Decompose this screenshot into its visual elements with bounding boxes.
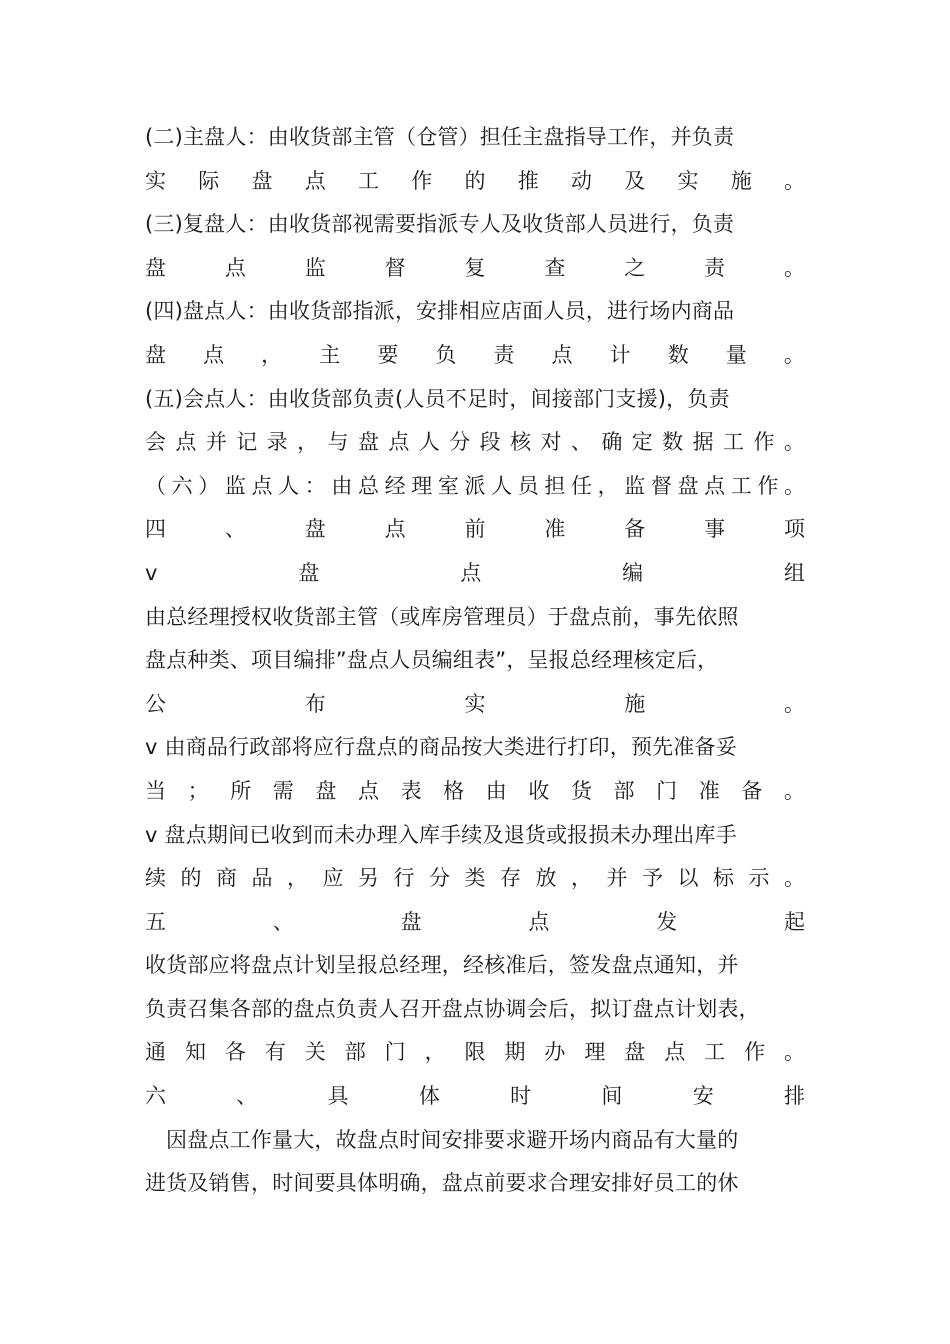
- text-char: 货: [570, 778, 592, 803]
- text-char: 安: [692, 1084, 714, 1109]
- text-line: 收货部应将盘点计划呈报总经理，经核准后，签发盘点通知，并: [145, 953, 739, 978]
- text-char: 录: [266, 430, 288, 455]
- text-char: 、: [224, 517, 246, 542]
- text-char: 作: [753, 430, 775, 455]
- text-char: 准: [544, 517, 566, 542]
- text-char: 盘: [304, 517, 326, 542]
- text-char: 人: [491, 473, 513, 498]
- text-char: 品: [251, 866, 273, 891]
- text-char: 具: [327, 1084, 349, 1109]
- text-char: 事: [704, 517, 726, 542]
- text-char: 盘: [145, 255, 166, 280]
- text-char: 责: [493, 342, 515, 367]
- text-char: ，: [261, 342, 283, 367]
- text-char: 应: [322, 866, 344, 891]
- text-char: 盘: [251, 168, 273, 193]
- text-char: 门: [384, 1040, 406, 1065]
- text-char: 点: [203, 342, 225, 367]
- text-char: 实: [145, 168, 166, 193]
- text-char: 工: [704, 1040, 726, 1065]
- text-char: 关: [304, 1040, 326, 1065]
- text-char: 际: [198, 168, 220, 193]
- text-char: 点: [528, 909, 550, 934]
- text-char: 点: [388, 430, 410, 455]
- text-char: 。: [783, 342, 805, 367]
- text-char: 项: [784, 517, 805, 542]
- text-char: 各: [224, 1040, 246, 1065]
- text-line: [145, 901, 805, 945]
- text-char: v: [145, 560, 158, 585]
- text-line: [145, 334, 805, 378]
- text-char: ，: [597, 473, 619, 498]
- text-char: 作: [411, 168, 433, 193]
- text-char: ：: [304, 473, 326, 498]
- text-line: [145, 1075, 805, 1119]
- text-char: 会: [145, 430, 166, 455]
- text-char: 所: [230, 778, 252, 803]
- text-char: 经: [384, 473, 406, 498]
- text-char: 组: [784, 560, 805, 585]
- text-char: 限: [464, 1040, 486, 1065]
- text-char: 实: [464, 691, 486, 716]
- text-char: 并: [606, 866, 628, 891]
- text-char: 室: [437, 473, 459, 498]
- text-char: 查: [544, 255, 566, 280]
- text-char: 点: [251, 473, 273, 498]
- text-char: 盘: [624, 1040, 646, 1065]
- text-char: 复: [464, 255, 486, 280]
- text-char: 。: [784, 255, 805, 280]
- text-char: 布: [304, 691, 326, 716]
- text-char: 作: [757, 473, 779, 498]
- text-char: 四: [145, 517, 166, 542]
- text-char: 六: [171, 473, 193, 498]
- text-char: 需: [272, 778, 294, 803]
- text-line: 负责召集各部的盘点负责人召开盘点协调会后，拟订盘点计划表，: [145, 996, 760, 1021]
- text-char: 员: [517, 473, 539, 498]
- text-line: [145, 683, 805, 727]
- text-char: 施: [730, 168, 752, 193]
- text-char: 派: [464, 473, 486, 498]
- text-char: 理: [411, 473, 433, 498]
- text-line: 进货及销售，时间要具体明确，盘点前要求合理安排好员工的休: [145, 1171, 739, 1196]
- text-char: 发: [656, 909, 678, 934]
- text-line: (二)主盘人：由收货部主管（仓管）担任主盘指导工作，并负责: [145, 125, 735, 149]
- text-char: 量: [725, 342, 747, 367]
- text-char: 由: [485, 778, 507, 803]
- text-char: 记: [236, 430, 258, 455]
- text-char: 点: [551, 342, 573, 367]
- text-char: 及: [624, 168, 646, 193]
- document-body: [145, 116, 805, 1206]
- text-char: 担: [544, 473, 566, 498]
- text-char: 点: [664, 1040, 686, 1065]
- text-char: 负: [435, 342, 457, 367]
- text-char: 点: [175, 430, 197, 455]
- text-char: 起: [783, 909, 805, 934]
- text-char: 监: [304, 255, 326, 280]
- text-line: [145, 421, 805, 465]
- text-char: 时: [510, 1084, 532, 1109]
- text-char: 理: [584, 1040, 606, 1065]
- text-char: 盘: [145, 342, 166, 367]
- text-char: 收: [528, 778, 550, 803]
- text-char: 盘: [315, 778, 337, 803]
- text-char: 。: [783, 430, 805, 455]
- text-char: 通: [145, 1040, 166, 1065]
- text-char: 督: [384, 255, 406, 280]
- text-char: 办: [544, 1040, 566, 1065]
- text-char: 的: [464, 168, 486, 193]
- text-char: 续: [145, 866, 166, 891]
- text-char: 门: [656, 778, 678, 803]
- text-char: 当: [145, 778, 166, 803]
- text-char: 、: [570, 430, 592, 455]
- text-char: 、: [272, 909, 294, 934]
- text-char: 人: [418, 430, 440, 455]
- text-char: 总: [358, 473, 379, 498]
- text-char: 。: [784, 691, 805, 716]
- text-line: [145, 247, 805, 291]
- text-char: 由: [331, 473, 353, 498]
- text-line: (四)盘点人：由收货部指派，安排相应店面人员，进行场内商品: [145, 299, 735, 324]
- text-char: 推: [517, 168, 539, 193]
- text-char: ；: [187, 778, 209, 803]
- text-char: 作: [744, 1040, 766, 1065]
- text-char: 对: [540, 430, 562, 455]
- text-char: 点: [357, 778, 379, 803]
- text-char: 段: [479, 430, 501, 455]
- text-char: 数: [662, 430, 684, 455]
- text-char: 标: [713, 866, 734, 891]
- text-line: [145, 508, 805, 552]
- text-line: [145, 1031, 805, 1075]
- text-char: 盘: [357, 430, 379, 455]
- text-char: 。: [783, 778, 805, 803]
- text-char: 存: [500, 866, 521, 891]
- text-char: 点: [460, 560, 482, 585]
- text-char: 间: [601, 1084, 623, 1109]
- text-char: 实: [677, 168, 699, 193]
- text-line: [145, 552, 805, 596]
- text-char: ）: [198, 473, 220, 498]
- text-char: 另: [358, 866, 379, 891]
- text-char: 工: [723, 430, 745, 455]
- text-char: 备: [741, 778, 763, 803]
- text-char: 备: [624, 517, 646, 542]
- text-char: 准: [698, 778, 720, 803]
- text-line: (五)会点人：由收货部负责(人员不足时，间接部门支援)，负责: [145, 386, 730, 411]
- text-char: 格: [443, 778, 465, 803]
- text-char: 部: [344, 1040, 366, 1065]
- text-line: [145, 160, 805, 204]
- text-char: 。: [784, 866, 805, 891]
- text-char: 予: [642, 866, 663, 891]
- text-char: 据: [692, 430, 714, 455]
- text-char: 类: [464, 866, 486, 891]
- text-char: 点: [304, 168, 326, 193]
- text-char: 盘: [677, 473, 699, 498]
- text-char: ，: [287, 866, 308, 891]
- text-char: 责: [704, 255, 726, 280]
- text-char: 、: [236, 1084, 258, 1109]
- text-char: 期: [504, 1040, 526, 1065]
- text-char: 行: [393, 866, 415, 891]
- text-char: 施: [624, 691, 646, 716]
- text-char: （: [145, 473, 166, 498]
- text-char: 知: [184, 1040, 206, 1065]
- text-char: 监: [224, 473, 246, 498]
- text-char: 监: [624, 473, 646, 498]
- text-char: 点: [384, 517, 406, 542]
- text-line: [145, 857, 805, 901]
- text-char: 督: [650, 473, 672, 498]
- text-line: 由总经理授权收货部主管（或库房管理员）于盘点前，事先依照: [145, 604, 739, 629]
- text-char: 排: [783, 1084, 805, 1109]
- text-char: 的: [180, 866, 202, 891]
- text-char: 前: [464, 517, 486, 542]
- text-line: [145, 770, 805, 814]
- text-char: 。: [784, 473, 805, 498]
- text-char: 工: [358, 168, 379, 193]
- text-char: 要: [377, 342, 399, 367]
- text-line: v 盘点期间已收到而未办理入库手续及退货或报损未办理出库手: [145, 822, 737, 847]
- text-char: ，: [571, 866, 592, 891]
- text-char: 部: [613, 778, 635, 803]
- text-char: 与: [327, 430, 349, 455]
- text-char: 体: [418, 1084, 440, 1109]
- text-char: 示: [748, 866, 770, 891]
- text-char: 数: [667, 342, 689, 367]
- text-line: v 由商品行政部将应行盘点的商品按大类进行打印，预先准备妥: [145, 735, 737, 760]
- text-char: ，: [297, 430, 319, 455]
- text-char: 。: [784, 168, 805, 193]
- text-char: 主: [319, 342, 341, 367]
- text-char: 。: [784, 1040, 805, 1065]
- text-char: 有: [264, 1040, 286, 1065]
- text-char: 公: [145, 691, 166, 716]
- text-line: (三)复盘人：由收货部视需要指派专人及收货部人员进行，负责: [145, 212, 735, 237]
- text-char: 确: [601, 430, 623, 455]
- text-char: 计: [609, 342, 631, 367]
- text-char: 以: [677, 866, 699, 891]
- text-line: 因盘点工作量大，故盘点时间安排要求避开场内商品有大量的: [166, 1127, 739, 1152]
- text-char: 盘: [298, 560, 320, 585]
- text-char: 人: [278, 473, 300, 498]
- text-char: 分: [429, 866, 450, 891]
- text-char: 五: [145, 909, 166, 934]
- text-line: 盘点种类、项目编排”盘点人员编组表”，呈报总经理核定后，: [145, 648, 719, 673]
- text-char: 编: [622, 560, 644, 585]
- text-char: 放: [535, 866, 557, 891]
- text-char: 任: [571, 473, 592, 498]
- text-char: 表: [400, 778, 422, 803]
- text-char: 盘: [400, 909, 422, 934]
- text-char: 之: [624, 255, 646, 280]
- text-char: ，: [424, 1040, 446, 1065]
- text-char: 六: [145, 1084, 166, 1109]
- text-char: 动: [571, 168, 592, 193]
- text-char: 点: [224, 255, 246, 280]
- text-char: 定: [631, 430, 653, 455]
- text-char: 工: [730, 473, 752, 498]
- text-char: 并: [205, 430, 227, 455]
- text-line: [145, 465, 805, 509]
- text-char: 点: [704, 473, 726, 498]
- text-char: 核: [510, 430, 532, 455]
- text-char: 分: [449, 430, 471, 455]
- text-char: 商: [216, 866, 237, 891]
